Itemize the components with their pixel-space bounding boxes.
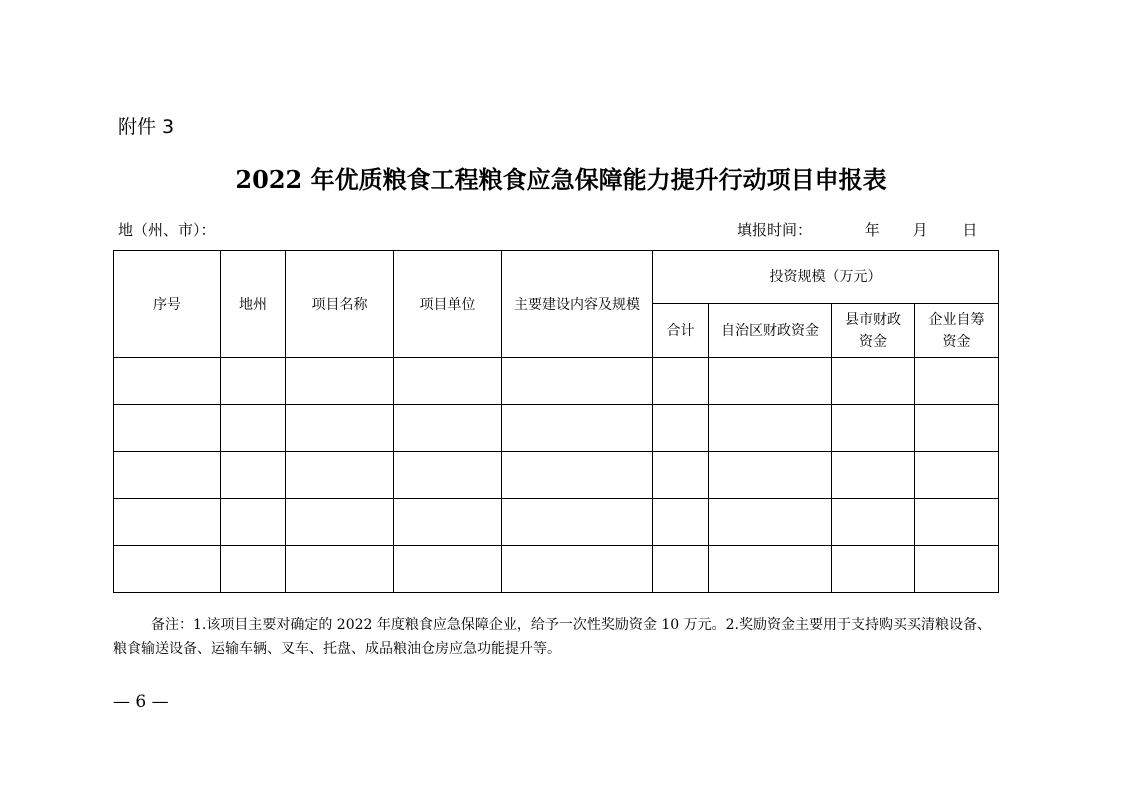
table-row: [114, 405, 999, 452]
cell-prefecture[interactable]: [221, 452, 286, 499]
page-number: — 6 —: [113, 692, 169, 712]
cell-autonomous-fund[interactable]: [709, 499, 832, 546]
header-enterprise-fund: 企业自筹资金: [915, 304, 999, 358]
cell-autonomous-fund[interactable]: [709, 452, 832, 499]
fill-time-month: 月: [912, 221, 928, 239]
cell-autonomous-fund[interactable]: [709, 546, 832, 593]
remarks-note: 备注：1.该项目主要对确定的 2022 年度粮食应急保障企业，给予一次性奖励资金 10 万元。2.奖励资金主要用于支持购买买清粮设备、粮食输送设备、运输车辆、叉车、托盘、成品粮油仓房应急功能提升等。: [113, 617, 991, 657]
cell-county-fund[interactable]: [832, 452, 915, 499]
table-row: [114, 546, 999, 593]
region-label: 地（州、市）：: [118, 221, 216, 239]
header-prefecture: 地州: [221, 251, 286, 358]
header-county-fund: 县市财政资金: [832, 304, 915, 358]
cell-project-name[interactable]: [286, 405, 394, 452]
header-content: 主要建设内容及规模: [502, 251, 653, 358]
fill-time-day: 日: [962, 221, 978, 239]
cell-enterprise-fund[interactable]: [915, 546, 999, 593]
cell-content[interactable]: [502, 452, 653, 499]
cell-prefecture[interactable]: [221, 358, 286, 405]
cell-seq[interactable]: [114, 452, 221, 499]
cell-county-fund[interactable]: [832, 546, 915, 593]
cell-project-name[interactable]: [286, 452, 394, 499]
header-investment: 投资规模（万元）: [653, 251, 999, 304]
cell-prefecture[interactable]: [221, 405, 286, 452]
cell-project-unit[interactable]: [394, 452, 502, 499]
cell-enterprise-fund[interactable]: [915, 358, 999, 405]
report-table: [113, 250, 999, 593]
cell-total[interactable]: [653, 358, 709, 405]
cell-content[interactable]: [502, 358, 653, 405]
cell-seq[interactable]: [114, 546, 221, 593]
cell-autonomous-fund[interactable]: [709, 358, 832, 405]
header-total: 合计: [653, 304, 709, 358]
cell-project-unit[interactable]: [394, 358, 502, 405]
fill-time-label: 填报时间：: [737, 221, 813, 239]
header-seq: 序号: [114, 251, 221, 358]
attachment-label: 附件 3: [118, 116, 175, 138]
cell-project-unit[interactable]: [394, 546, 502, 593]
table-row: [114, 452, 999, 499]
cell-content[interactable]: [502, 405, 653, 452]
cell-county-fund[interactable]: [832, 358, 915, 405]
cell-enterprise-fund[interactable]: [915, 405, 999, 452]
cell-total[interactable]: [653, 546, 709, 593]
cell-seq[interactable]: [114, 499, 221, 546]
cell-project-name[interactable]: [286, 358, 394, 405]
cell-total[interactable]: [653, 405, 709, 452]
cell-content[interactable]: [502, 499, 653, 546]
cell-enterprise-fund[interactable]: [915, 452, 999, 499]
header-project-unit: 项目单位: [394, 251, 502, 358]
cell-enterprise-fund[interactable]: [915, 499, 999, 546]
cell-total[interactable]: [653, 499, 709, 546]
cell-content[interactable]: [502, 546, 653, 593]
cell-seq[interactable]: [114, 405, 221, 452]
table-row: [114, 499, 999, 546]
cell-seq[interactable]: [114, 358, 221, 405]
cell-project-unit[interactable]: [394, 499, 502, 546]
cell-project-unit[interactable]: [394, 405, 502, 452]
cell-project-name[interactable]: [286, 546, 394, 593]
cell-prefecture[interactable]: [221, 546, 286, 593]
cell-prefecture[interactable]: [221, 499, 286, 546]
fill-time-year: 年: [864, 221, 880, 239]
fill-time: [737, 219, 977, 240]
cell-total[interactable]: [653, 452, 709, 499]
document-title: 2022 年优质粮食工程粮食应急保障能力提升行动项目申报表: [235, 165, 887, 194]
header-autonomous-fund: 自治区财政资金: [709, 304, 832, 358]
cell-project-name[interactable]: [286, 499, 394, 546]
header-project-name: 项目名称: [286, 251, 394, 358]
cell-autonomous-fund[interactable]: [709, 405, 832, 452]
cell-county-fund[interactable]: [832, 499, 915, 546]
cell-county-fund[interactable]: [832, 405, 915, 452]
table-row: [114, 358, 999, 405]
